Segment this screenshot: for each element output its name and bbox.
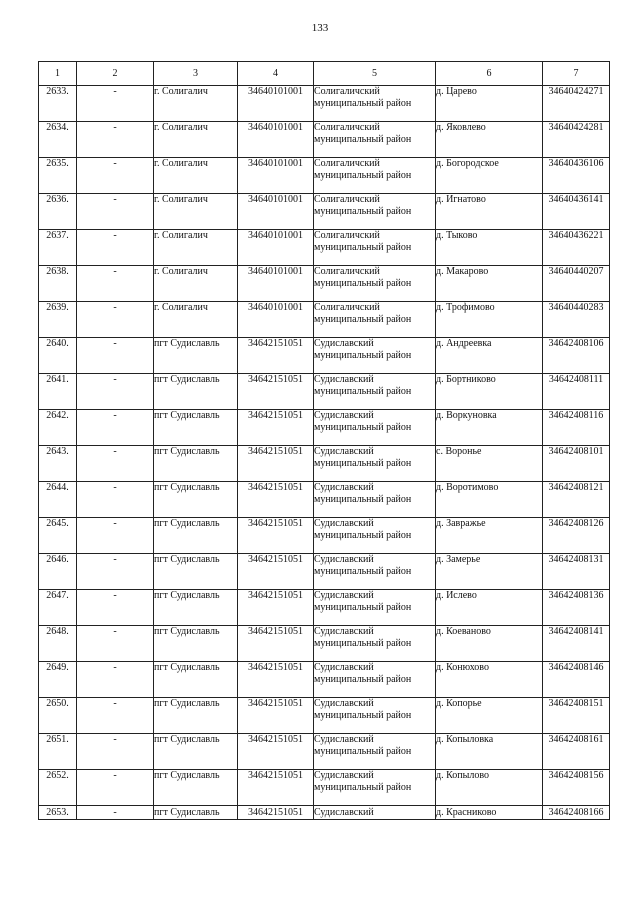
village-cell: д. Трофимово <box>436 302 543 338</box>
column-2-cell: - <box>77 338 154 374</box>
district-cell: Судиславский муниципальный район <box>314 770 436 806</box>
row-number-cell: 2634. <box>39 122 77 158</box>
row-number-cell: 2635. <box>39 158 77 194</box>
district-cell: Солигаличский муниципальный район <box>314 194 436 230</box>
village-cell: д. Копыловка <box>436 734 543 770</box>
code-cell: 34640101001 <box>238 302 314 338</box>
column-header: 6 <box>436 62 543 86</box>
row-number-cell: 2648. <box>39 626 77 662</box>
table-row <box>39 806 610 820</box>
village-cell: д. Замерье <box>436 554 543 590</box>
row-number-cell: 2641. <box>39 374 77 410</box>
oktmo-cell: 34642408121 <box>543 482 610 518</box>
settlement-cell: пгт Судиславль <box>154 518 238 554</box>
column-header: 2 <box>77 62 154 86</box>
table-row <box>39 194 610 230</box>
code-cell: 34640101001 <box>238 122 314 158</box>
column-2-cell: - <box>77 698 154 734</box>
code-cell: 34642151051 <box>238 590 314 626</box>
oktmo-cell: 34642408161 <box>543 734 610 770</box>
table-header-row <box>39 62 610 86</box>
district-cell: Солигаличский муниципальный район <box>314 86 436 122</box>
village-cell: д. Ислево <box>436 590 543 626</box>
oktmo-cell: 34640436106 <box>543 158 610 194</box>
settlement-cell: пгт Судиславль <box>154 554 238 590</box>
column-header: 3 <box>154 62 238 86</box>
code-cell: 34642151051 <box>238 770 314 806</box>
district-cell: Судиславский муниципальный район <box>314 554 436 590</box>
settlement-cell: пгт Судиславль <box>154 482 238 518</box>
code-cell: 34642151051 <box>238 518 314 554</box>
district-cell: Судиславский муниципальный район <box>314 662 436 698</box>
code-cell: 34642151051 <box>238 734 314 770</box>
row-number-cell: 2636. <box>39 194 77 230</box>
settlement-cell: пгт Судиславль <box>154 806 238 820</box>
code-cell: 34642151051 <box>238 374 314 410</box>
code-cell: 34640101001 <box>238 266 314 302</box>
table-row <box>39 734 610 770</box>
row-number-cell: 2649. <box>39 662 77 698</box>
district-cell: Солигаличский муниципальный район <box>314 158 436 194</box>
code-cell: 34642151051 <box>238 626 314 662</box>
code-cell: 34642151051 <box>238 806 314 820</box>
settlement-cell: г. Солигалич <box>154 230 238 266</box>
oktmo-cell: 34642408131 <box>543 554 610 590</box>
village-cell: д. Яковлево <box>436 122 543 158</box>
code-cell: 34640101001 <box>238 158 314 194</box>
column-2-cell: - <box>77 482 154 518</box>
table-row <box>39 266 610 302</box>
row-number-cell: 2642. <box>39 410 77 446</box>
district-cell: Судиславский муниципальный район <box>314 410 436 446</box>
row-number-cell: 2633. <box>39 86 77 122</box>
district-cell: Судиславский муниципальный район <box>314 482 436 518</box>
district-cell: Судиславский муниципальный район <box>314 338 436 374</box>
oktmo-cell: 34642408126 <box>543 518 610 554</box>
village-cell: д. Царево <box>436 86 543 122</box>
column-2-cell: - <box>77 194 154 230</box>
table-row <box>39 518 610 554</box>
data-table <box>38 61 610 820</box>
oktmo-cell: 34642408101 <box>543 446 610 482</box>
column-2-cell: - <box>77 554 154 590</box>
column-2-cell: - <box>77 662 154 698</box>
code-cell: 34642151051 <box>238 662 314 698</box>
table-row <box>39 302 610 338</box>
oktmo-cell: 34642408156 <box>543 770 610 806</box>
table-row <box>39 590 610 626</box>
column-2-cell: - <box>77 266 154 302</box>
oktmo-cell: 34642408151 <box>543 698 610 734</box>
settlement-cell: г. Солигалич <box>154 194 238 230</box>
row-number-cell: 2651. <box>39 734 77 770</box>
oktmo-cell: 34642408146 <box>543 662 610 698</box>
row-number-cell: 2647. <box>39 590 77 626</box>
code-cell: 34642151051 <box>238 482 314 518</box>
column-2-cell: - <box>77 302 154 338</box>
table-row <box>39 410 610 446</box>
oktmo-cell: 34642408116 <box>543 410 610 446</box>
district-cell: Судиславский <box>314 806 436 820</box>
table-row <box>39 86 610 122</box>
table-row <box>39 446 610 482</box>
code-cell: 34640101001 <box>238 194 314 230</box>
row-number-cell: 2644. <box>39 482 77 518</box>
village-cell: д. Игнатово <box>436 194 543 230</box>
settlement-cell: г. Солигалич <box>154 302 238 338</box>
district-cell: Солигаличский муниципальный район <box>314 230 436 266</box>
table-row <box>39 158 610 194</box>
settlement-cell: г. Солигалич <box>154 122 238 158</box>
column-2-cell: - <box>77 770 154 806</box>
oktmo-cell: 34642408111 <box>543 374 610 410</box>
code-cell: 34642151051 <box>238 698 314 734</box>
village-cell: д. Богородское <box>436 158 543 194</box>
code-cell: 34640101001 <box>238 230 314 266</box>
code-cell: 34640101001 <box>238 86 314 122</box>
village-cell: д. Воркуновка <box>436 410 543 446</box>
row-number-cell: 2652. <box>39 770 77 806</box>
settlement-cell: пгт Судиславль <box>154 662 238 698</box>
column-2-cell: - <box>77 122 154 158</box>
row-number-cell: 2639. <box>39 302 77 338</box>
page-number: 133 <box>311 22 329 34</box>
district-cell: Судиславский муниципальный район <box>314 518 436 554</box>
district-cell: Судиславский муниципальный район <box>314 734 436 770</box>
column-2-cell: - <box>77 518 154 554</box>
settlement-cell: г. Солигалич <box>154 86 238 122</box>
district-cell: Судиславский муниципальный район <box>314 374 436 410</box>
column-2-cell: - <box>77 626 154 662</box>
table-row <box>39 122 610 158</box>
oktmo-cell: 34640440207 <box>543 266 610 302</box>
oktmo-cell: 34640424281 <box>543 122 610 158</box>
code-cell: 34642151051 <box>238 338 314 374</box>
row-number-cell: 2640. <box>39 338 77 374</box>
village-cell: д. Коеваново <box>436 626 543 662</box>
table-row <box>39 626 610 662</box>
oktmo-cell: 34640440283 <box>543 302 610 338</box>
settlement-cell: пгт Судиславль <box>154 770 238 806</box>
row-number-cell: 2645. <box>39 518 77 554</box>
table-row <box>39 338 610 374</box>
village-cell: д. Копылово <box>436 770 543 806</box>
settlement-cell: пгт Судиславль <box>154 590 238 626</box>
column-2-cell: - <box>77 230 154 266</box>
table-row <box>39 770 610 806</box>
district-cell: Солигаличский муниципальный район <box>314 266 436 302</box>
column-header: 7 <box>543 62 610 86</box>
village-cell: д. Конюхово <box>436 662 543 698</box>
row-number-cell: 2638. <box>39 266 77 302</box>
district-cell: Солигаличский муниципальный район <box>314 302 436 338</box>
row-number-cell: 2637. <box>39 230 77 266</box>
code-cell: 34642151051 <box>238 446 314 482</box>
column-2-cell: - <box>77 590 154 626</box>
table-row <box>39 230 610 266</box>
column-2-cell: - <box>77 158 154 194</box>
column-header: 5 <box>314 62 436 86</box>
code-cell: 34642151051 <box>238 554 314 590</box>
table-row <box>39 482 610 518</box>
district-cell: Судиславский муниципальный район <box>314 698 436 734</box>
column-header: 1 <box>39 62 77 86</box>
column-2-cell: - <box>77 806 154 820</box>
district-cell: Солигаличский муниципальный район <box>314 122 436 158</box>
oktmo-cell: 34640424271 <box>543 86 610 122</box>
oktmo-cell: 34640436221 <box>543 230 610 266</box>
column-header: 4 <box>238 62 314 86</box>
table-row <box>39 374 610 410</box>
oktmo-cell: 34642408166 <box>543 806 610 820</box>
village-cell: д. Копорье <box>436 698 543 734</box>
column-2-cell: - <box>77 446 154 482</box>
settlement-cell: пгт Судиславль <box>154 410 238 446</box>
settlement-cell: пгт Судиславль <box>154 734 238 770</box>
district-cell: Судиславский муниципальный район <box>314 590 436 626</box>
row-number-cell: 2653. <box>39 806 77 820</box>
row-number-cell: 2643. <box>39 446 77 482</box>
village-cell: д. Бортниково <box>436 374 543 410</box>
settlement-cell: пгт Судиславль <box>154 698 238 734</box>
village-cell: д. Андреевка <box>436 338 543 374</box>
column-2-cell: - <box>77 86 154 122</box>
settlement-cell: пгт Судиславль <box>154 374 238 410</box>
settlement-cell: пгт Судиславль <box>154 626 238 662</box>
oktmo-cell: 34642408141 <box>543 626 610 662</box>
settlement-cell: пгт Судиславль <box>154 338 238 374</box>
village-cell: д. Тыково <box>436 230 543 266</box>
column-2-cell: - <box>77 734 154 770</box>
table-row <box>39 698 610 734</box>
village-cell: д. Завражье <box>436 518 543 554</box>
district-cell: Судиславский муниципальный район <box>314 626 436 662</box>
village-cell: с. Воронье <box>436 446 543 482</box>
oktmo-cell: 34642408106 <box>543 338 610 374</box>
row-number-cell: 2650. <box>39 698 77 734</box>
column-2-cell: - <box>77 374 154 410</box>
district-cell: Судиславский муниципальный район <box>314 446 436 482</box>
settlement-cell: г. Солигалич <box>154 158 238 194</box>
village-cell: д. Красниково <box>436 806 543 820</box>
settlement-cell: г. Солигалич <box>154 266 238 302</box>
table-row <box>39 662 610 698</box>
village-cell: д. Воротимово <box>436 482 543 518</box>
row-number-cell: 2646. <box>39 554 77 590</box>
village-cell: д. Макарово <box>436 266 543 302</box>
oktmo-cell: 34640436141 <box>543 194 610 230</box>
code-cell: 34642151051 <box>238 410 314 446</box>
settlement-cell: пгт Судиславль <box>154 446 238 482</box>
column-2-cell: - <box>77 410 154 446</box>
oktmo-cell: 34642408136 <box>543 590 610 626</box>
table-row <box>39 554 610 590</box>
